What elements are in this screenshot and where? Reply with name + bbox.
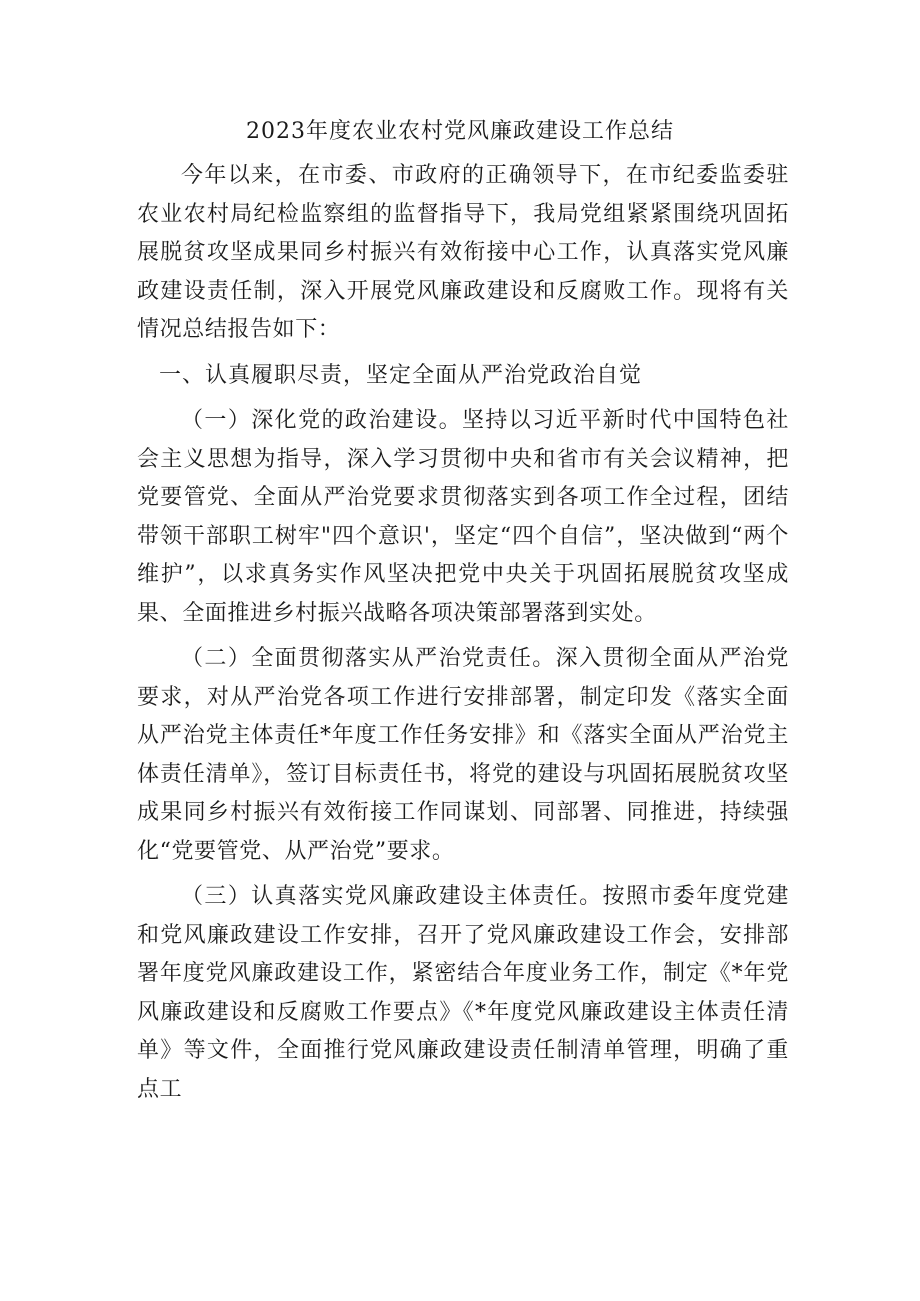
document-title: 2023年度农业农村党风廉政建设工作总结 xyxy=(246,119,674,144)
intro-paragraph: 今年以来，在市委、市政府的正确领导下，在市纪委监委驻农业农村局纪检监察组的监督指导下，我局党组紧紧围绕巩固拓展脱贫攻坚成果同乡村振兴有效衔接中心工作，认真落实党风廉政建设责任制，深入开展党风廉政建设和反腐败工作。现将有关情况总结报告如下： xyxy=(137,163,789,342)
paragraph-2: （二）全面贯彻落实从严治党责任。深入贯彻全面从严治党要求，对从严治党各项工作进行安排部署，制定印发《落实全面从严治党主体责任*年度工作任务安排》和《落实全面从严治党主体责任清单》，签订目标责任书，将党的建设与巩固拓展脱贫攻坚成果同乡村振兴有效衔接工作同谋划、同部署、同推进，持续强化“党要管党、从严治党”要求。 xyxy=(137,646,789,864)
section-heading: 一、认真履职尽责，坚定全面从严治党政治自觉 xyxy=(159,362,643,388)
paragraph-3: （三）认真落实党风廉政建设主体责任。按照市委年度党建和党风廉政建设工作安排，召开了党风廉政建设工作会，安排部署年度党风廉政建设工作，紧密结合年度业务工作，制定《*年党风廉政建设和反腐败工作要点》《*年度党风廉政建设主体责任清单》等文件，全面推行党风廉政建设责任制清单管理，明确了重点工 xyxy=(137,884,789,1102)
document-body xyxy=(137,157,789,1109)
paragraph-1: （一）深化党的政治建设。坚持以习近平新时代中国特色社会主义思想为指导，深入学习贯彻中央和省市有关会议精神，把党要管党、全面从严治党要求贯彻落实到各项工作全过程，团结带领干部职工树牢"四个意识'，坚定“四个自信”，坚决做到“两个维护”，以求真务实作风坚决把党中央关于巩固拓展脱贫攻坚成果、全面推进乡村振兴战略各项决策部署落到实处。 xyxy=(137,408,789,626)
